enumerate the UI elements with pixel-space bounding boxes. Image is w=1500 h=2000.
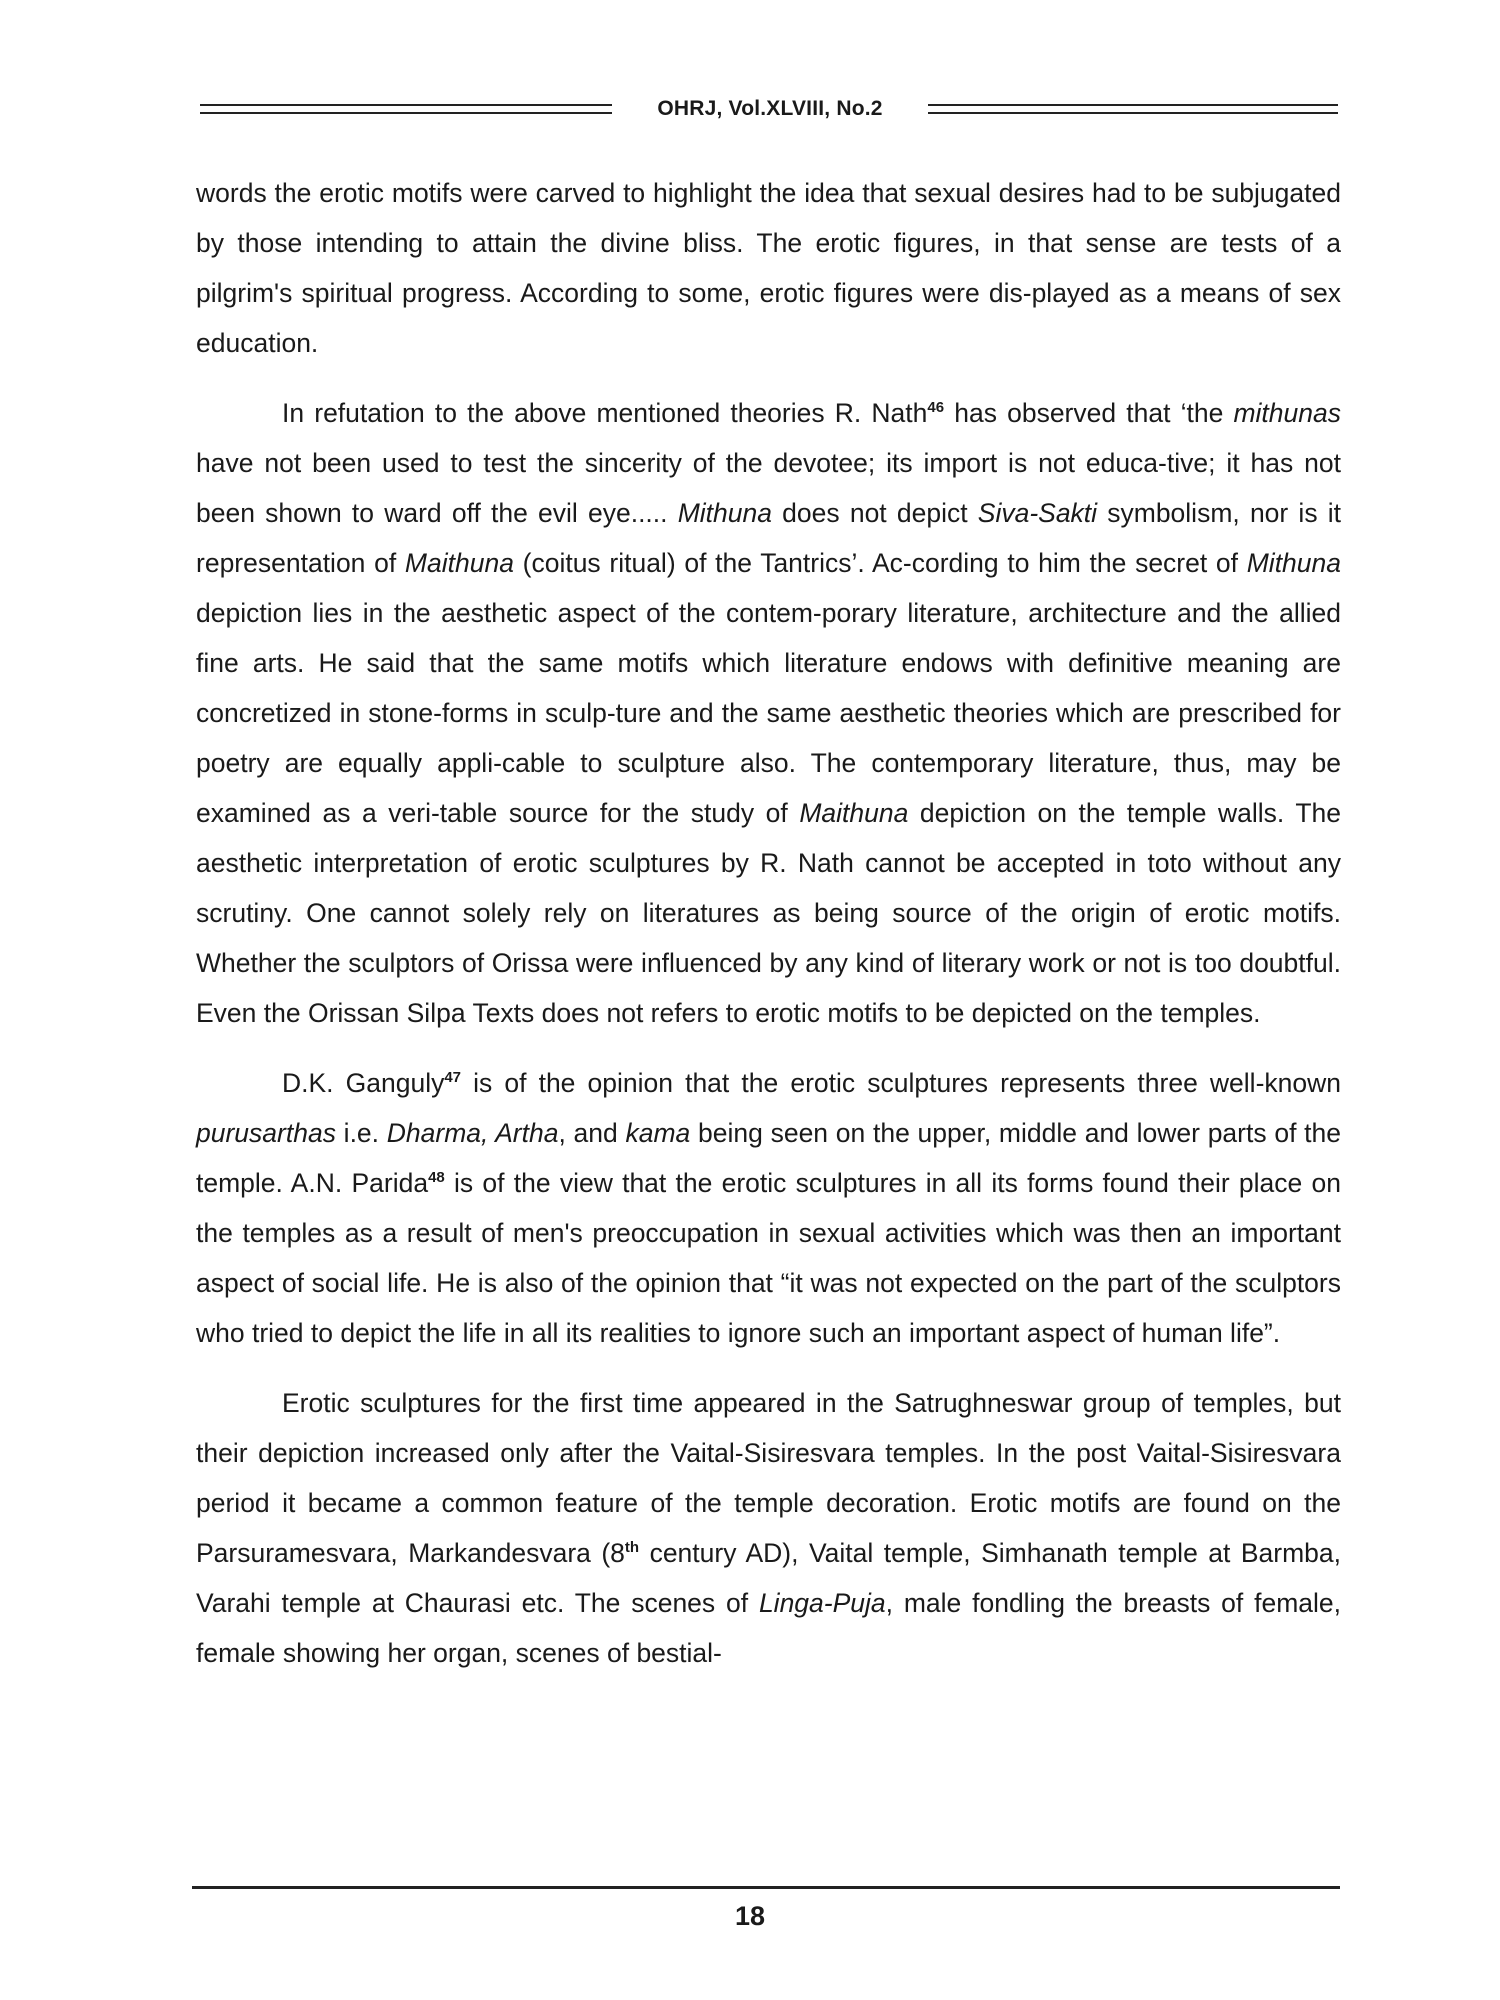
italic-term: Mithuna: [677, 498, 772, 528]
text-run: is of the view that the erotic sculptures in all its forms found their place on the temples as a result of men's preoccupation in sexual activities which was then an important aspect of social life. He is also of the opinion that “it was not expected on the part of the sculptors who tried to depict the life in all its realities to ignore such an important aspect of human life”.: [196, 1168, 1341, 1348]
text-run: i.e.: [335, 1118, 387, 1148]
body-text: [196, 168, 1341, 1698]
italic-term: Maithuna: [404, 548, 514, 578]
text-run: has observed that ‘the: [944, 398, 1234, 428]
page-number: 18: [734, 1901, 766, 1931]
text-run: does not depict: [772, 498, 978, 528]
paragraph: [196, 168, 1341, 368]
italic-term: Mithuna: [1246, 548, 1342, 578]
text-run: century AD), Vaital temple, Simhanath temple at Barmba, Varahi temple at Chaurasi etc. The scenes of: [196, 1538, 1342, 1618]
footnote-ref: th: [624, 1539, 640, 1557]
text-run: depiction lies in the aesthetic aspect of the contem-porary literature, architecture and the allied fine arts. He said that the same motifs which literature endows with definitive meaning are concretized in stone-forms in sculp-ture and the same aesthetic theories which are prescribed for poetry are equally appli-cable to sculpture also. The contemporary literature, thus, may be examined as a veri-table source for the study of: [196, 598, 1341, 828]
text-run: , male fondling the breasts of female, female showing her organ, scenes of bestial-: [196, 1588, 1341, 1668]
italic-term: kama: [625, 1118, 691, 1148]
text-run: D.K. Ganguly: [282, 1068, 445, 1098]
italic-term: Maithuna: [799, 798, 909, 828]
text-run: , and: [558, 1118, 626, 1148]
header-rule-right: [928, 104, 1338, 114]
footnote-ref: 48: [428, 1169, 445, 1187]
italic-term: Siva-Sakti: [977, 498, 1098, 528]
paragraph: [196, 1058, 1341, 1358]
paragraph: [196, 1378, 1341, 1678]
footnote-ref: 47: [444, 1069, 462, 1087]
text-run: being seen on the upper, middle and lower parts of the temple. A.N. Parida: [196, 1118, 1341, 1198]
italic-term: Linga-Puja: [758, 1588, 886, 1618]
text-run: depiction on the temple walls. The aesthetic interpretation of erotic sculptures by R. Nath cannot be accepted in toto without any scrutiny. One cannot solely rely on literatures as being source of the origin of erotic motifs. Whether the sculptors of Orissa were influenced by any kind of literary work or not is too doubtful. Even the Orissan Silpa Texts does not refers to erotic motifs to be depicted on the temples.: [196, 798, 1342, 1028]
text-run: (coitus ritual) of the Tantrics’. Ac-cording to him the secret of: [513, 548, 1247, 578]
text-run: In refutation to the above mentioned theories R. Nath: [282, 398, 928, 428]
text-run: have not been used to test the sincerity of the devotee; its import is not educa-tive; it has not been shown to ward off the evil eye.....: [196, 448, 1341, 528]
text-run: is of the opinion that the erotic sculptures represents three well-known: [461, 1068, 1341, 1098]
journal-title: OHRJ, Vol.XLVIII, No.2: [657, 97, 883, 120]
running-header: [200, 92, 1338, 126]
text-run: Erotic sculptures for the first time appeared in the Satrughneswar group of temples, but their depiction increased only after the Vaital-Sisiresvara temples. In the post Vaital-Sisiresvara period it became a common feature of the temple decoration. Erotic motifs are found on the Parsuramesvara, Markandesvara (8: [196, 1388, 1341, 1568]
text-run: words the erotic motifs were carved to highlight the idea that sexual desires had to be subjugated by those intending to attain the divine bliss. The erotic figures, in that sense are tests of a pilgrim's spiritual progress. According to some, erotic figures were dis-played as a means of sex education.: [196, 178, 1341, 358]
paragraph: [196, 388, 1341, 1038]
italic-term: mithunas: [1233, 398, 1341, 428]
italic-term: Dharma, Artha: [386, 1118, 559, 1148]
text-run: symbolism, nor is it representation of: [196, 498, 1342, 578]
footer-rule: [192, 1886, 1340, 1889]
header-rule-left: [200, 104, 612, 114]
italic-term: purusarthas: [196, 1118, 336, 1148]
footnote-ref: 46: [927, 399, 945, 417]
